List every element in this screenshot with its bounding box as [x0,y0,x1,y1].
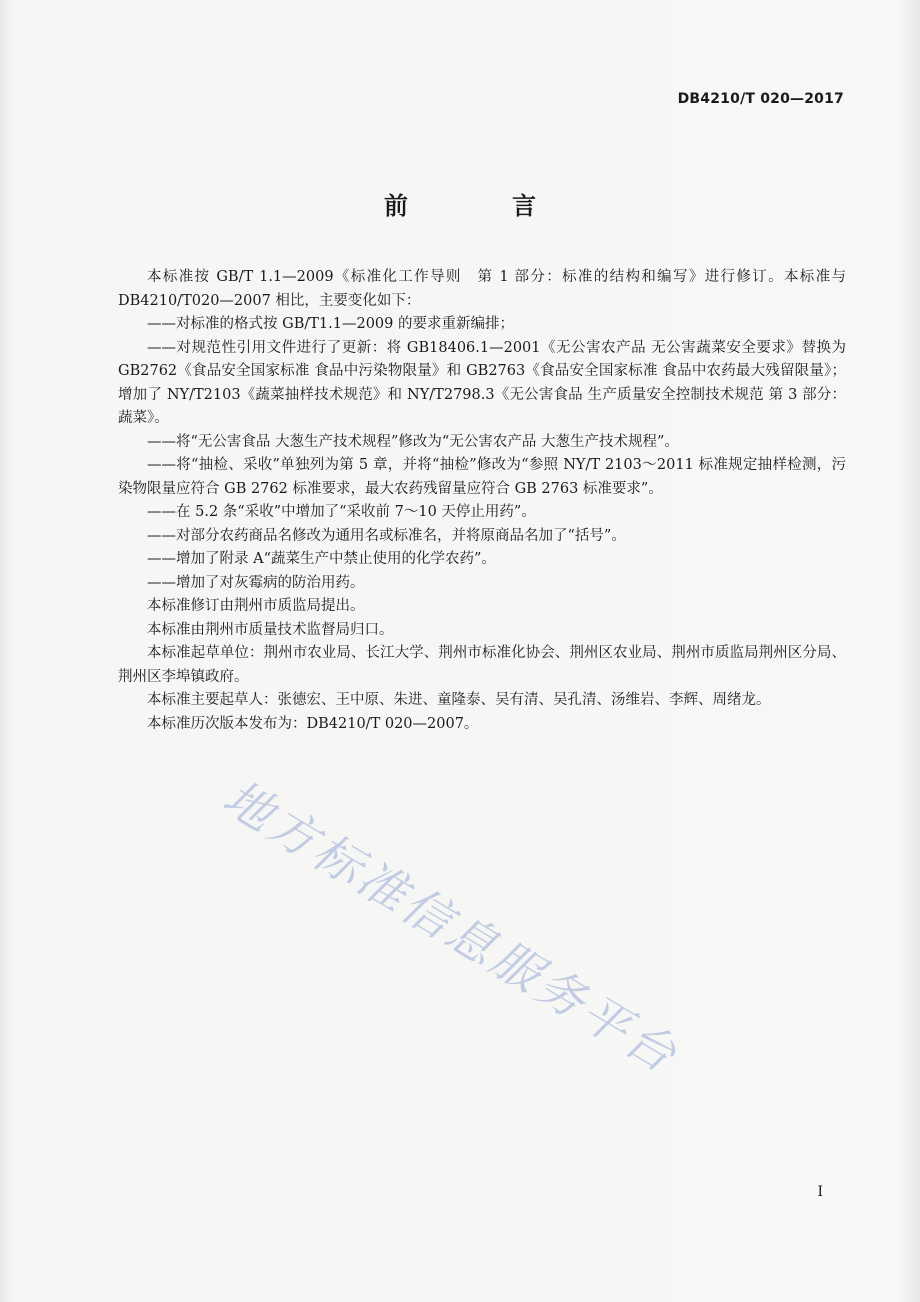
paragraph-intro: 本标准按 GB/T 1.1—2009《标准化工作导则 第 1 部分：标准的结构和编写》进行修订。本标准与 DB4210/T020—2007 相比，主要变化如下： [118,269,846,309]
paragraph-change-pesticide-names: ——对部分农药商品名修改为通用名或标准名，并将原商品名加了“括号”。 [147,527,626,544]
paragraph-change-harvest: ——在 5.2 条“采收”中增加了“采收前 7～10 天停止用药”。 [147,504,536,520]
paragraph-drafters: 本标准主要起草人：张德宏、王中原、朱进、童隆泰、吴有清、吴孔清、汤维岩、李辉、周绪龙。 [147,692,771,708]
paragraph-change-format: ——对标准的格式按 GB/T1.1—2009 的要求重新编排； [147,316,514,332]
paragraph-drafting-units: 本标准起草单位：荆州市农业局、长江大学、荆州市标准化协会、荆州区农业局、荆州市质监局荆州区分局、荆州区李埠镇政府。 [118,645,846,685]
paragraph-managed-by: 本标准由荆州市质量技术监督局归口。 [147,621,394,638]
paragraph-proposed-by: 本标准修订由荆州市质监局提出。 [147,598,365,614]
watermark: 地方标准信息服务平台 [213,769,689,1086]
paragraph-change-annex: ——增加了附录 A“蔬菜生产中禁止使用的化学农药”。 [147,551,496,567]
paragraph-versions: 本标准历次版本发布为：DB4210/T 020—2007。 [147,715,479,732]
page-title: 前 言 [384,192,576,220]
paragraph-change-references: ——对规范性引用文件进行了更新：将 GB18406.1—2001《无公害农产品 无公害蔬菜安全要求》替换为 GB2762《食品安全国家标准 食品中污染物限量》和 GB2763《食品安全国家标准 食品中农药最大残留限量》；增加了 NY/T2103《蔬菜抽样技术规范》和 NY/T2798.3《无公害食品 生产质量安全控制技术规范 第 3 部分：蔬菜》。 [118,339,846,426]
page-number: I [817,1184,823,1200]
paragraph-change-title: ——将“无公害食品 大葱生产技术规程”修改为“无公害农产品 大葱生产技术规程”。 [147,433,679,450]
standard-code: DB4210/T 020—2017 [677,91,844,107]
foreword-body [118,266,846,736]
paragraph-change-gray-mold: ——增加了对灰霉病的防治用药。 [147,574,365,591]
paragraph-change-chapter5: ——将“抽检、采收”单独列为第 5 章，并将“抽检”修改为“参照 NY/T 2103～2011 标准规定抽样检测，污染物限量应符合 GB 2762 标准要求，最大农药残留量应符合 GB 2763 标准要求”。 [118,457,846,497]
